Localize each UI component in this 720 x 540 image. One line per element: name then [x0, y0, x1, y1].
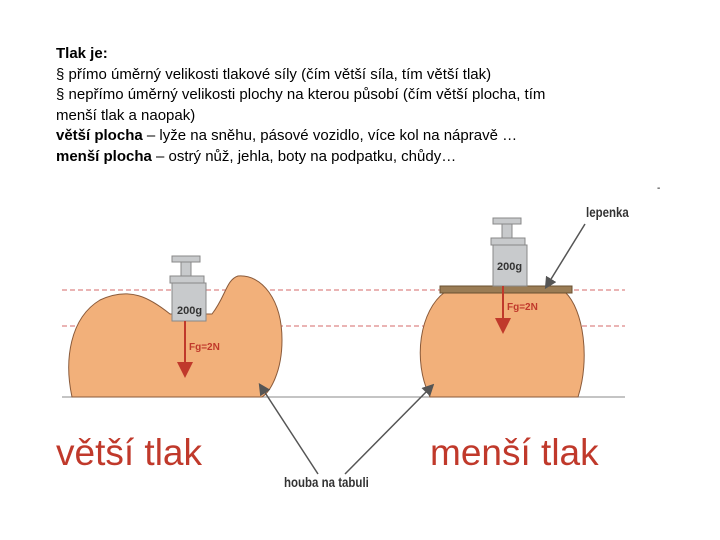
right-force-label: Fg=2N: [507, 302, 538, 313]
bullet-1-text: přímo úměrný velikosti tlakové síly (čím větší síla, tím větší tlak): [64, 65, 492, 83]
bullet-2-text: nepřímo úměrný velikosti plochy na kterou působí (čím větší plocha, tím: [64, 86, 546, 103]
sponge-label: houba na tabuli: [284, 474, 369, 490]
heading: Tlak je:: [56, 45, 108, 62]
larger-area-term: větší plocha: [56, 127, 143, 144]
right-weight: [491, 218, 527, 286]
larger-pressure-label: větší tlak: [56, 432, 202, 473]
cardboard: [440, 286, 572, 293]
smaller-pressure-label: menší tlak: [430, 432, 599, 473]
larger-area-examples: – lyže na sněhu, pásové vozidlo, více kol na nápravě …: [142, 127, 518, 144]
right-weight-label: 200g: [497, 261, 523, 273]
left-weight-label: 200g: [177, 305, 203, 317]
left-force-label: Fg=2N: [189, 342, 220, 353]
stray-dash: -: [657, 183, 661, 194]
cardboard-pointer-arrow: [548, 224, 585, 284]
sponge-pointer-arrow-left: [262, 388, 318, 474]
bullet-marker: §: [56, 65, 65, 83]
smaller-area-term: menší plocha: [56, 147, 152, 165]
sponge-pointer-arrow-right: [345, 388, 430, 474]
bullet-2-continuation: menší tlak a naopak): [56, 106, 196, 124]
smaller-area-examples: – ostrý nůž, jehla, boty na podpatku, chůdy…: [151, 147, 457, 165]
bullet-marker: §: [56, 86, 65, 103]
cardboard-label: lepenka: [586, 204, 629, 220]
